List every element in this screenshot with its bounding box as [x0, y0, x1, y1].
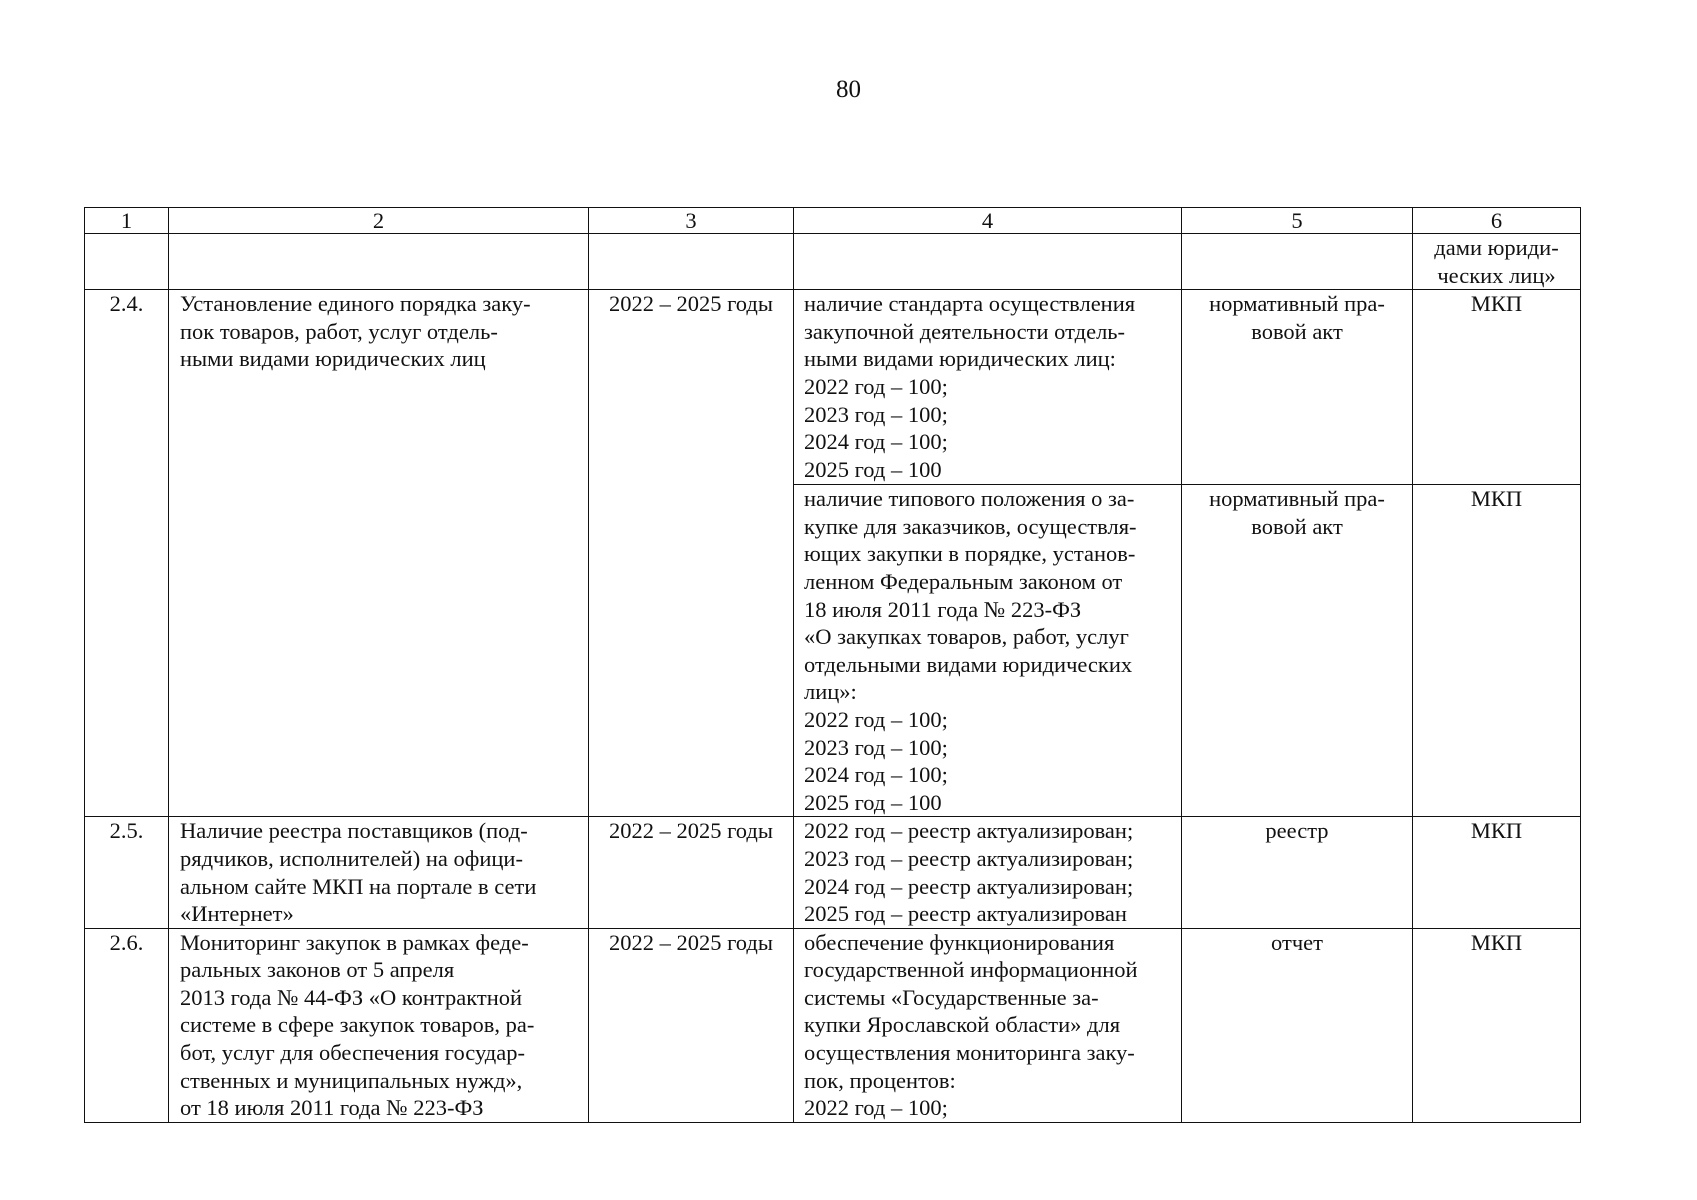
measure-form: отчет: [1182, 928, 1413, 1122]
measure-indicator: обеспечение функционирования государственной информационной системы «Государственные за- купки Ярославской области» для осуществления мониторинга заку- пок, процентов: 2022 год – 100;: [794, 928, 1182, 1122]
table-row-2-6: [85, 928, 1581, 1122]
measure-form: реестр: [1182, 817, 1413, 928]
measure-period: 2022 – 2025 годы: [589, 290, 794, 817]
row-number: 2.6.: [85, 928, 169, 1122]
measure-form: нормативный пра- вовой акт: [1182, 485, 1413, 817]
page-number: 80: [836, 76, 861, 103]
row-number: 2.5.: [85, 817, 169, 928]
column-number-4: 4: [794, 208, 1182, 234]
continuation-description-cell: [169, 234, 589, 290]
continuation-row: [85, 234, 1581, 290]
measure-period: 2022 – 2025 годы: [589, 928, 794, 1122]
table-row-2-4: [85, 290, 1581, 485]
continuation-period-cell: [589, 234, 794, 290]
row-number: 2.4.: [85, 290, 169, 817]
column-number-2: 2: [169, 208, 589, 234]
measure-indicator: наличие стандарта осуществления закупочной деятельности отдель- ными видами юридических лиц: 2022 год – 100; 2023 год – 100; 2024 год – 100; 2025 год – 100: [794, 290, 1182, 485]
measure-executor: МКП: [1413, 290, 1581, 485]
continuation-number-cell: [85, 234, 169, 290]
continuation-indicator-cell: [794, 234, 1182, 290]
measure-indicator: наличие типового положения о за- купке для заказчиков, осуществля- ющих закупки в порядке, установ- ленном Федеральным законом от 18 июля 2011 года № 223-ФЗ «О закупках товаров, работ, услуг отдельными видами юридических лиц»: 2022 год – 100; 2023 год – 100; 2024 год – 100; 2025 год – 100: [794, 485, 1182, 817]
measure-executor: МКП: [1413, 485, 1581, 817]
table-row-2-5: [85, 817, 1581, 928]
continuation-form-cell: [1182, 234, 1413, 290]
column-number-6: 6: [1413, 208, 1581, 234]
measure-executor: МКП: [1413, 928, 1581, 1122]
column-number-5: 5: [1182, 208, 1413, 234]
measure-form: нормативный пра- вовой акт: [1182, 290, 1413, 485]
measure-description: Установление единого порядка заку- пок товаров, работ, услуг отдель- ными видами юридических лиц: [169, 290, 589, 817]
measures-table: [84, 207, 1581, 1123]
measure-executor: МКП: [1413, 817, 1581, 928]
measure-indicator: 2022 год – реестр актуализирован; 2023 год – реестр актуализирован; 2024 год – реестр актуализирован; 2025 год – реестр актуализирован: [794, 817, 1182, 928]
column-number-3: 3: [589, 208, 794, 234]
measure-description: Наличие реестра поставщиков (под- рядчиков, исполнителей) на офици- альном сайте МКП на портале в сети «Интернет»: [169, 817, 589, 928]
measure-period: 2022 – 2025 годы: [589, 817, 794, 928]
continuation-executor-cell: дами юриди- ческих лиц»: [1413, 234, 1581, 290]
measure-description: Мониторинг закупок в рамках феде- ральных законов от 5 апреля 2013 года № 44-ФЗ «О контрактной системе в сфере закупок товаров, ра- бот, услуг для обеспечения государ- ственных и муниципальных нужд», от 18 июля 2011 года № 223-ФЗ: [169, 928, 589, 1122]
column-number-1: 1: [85, 208, 169, 234]
column-number-row: [85, 208, 1581, 234]
